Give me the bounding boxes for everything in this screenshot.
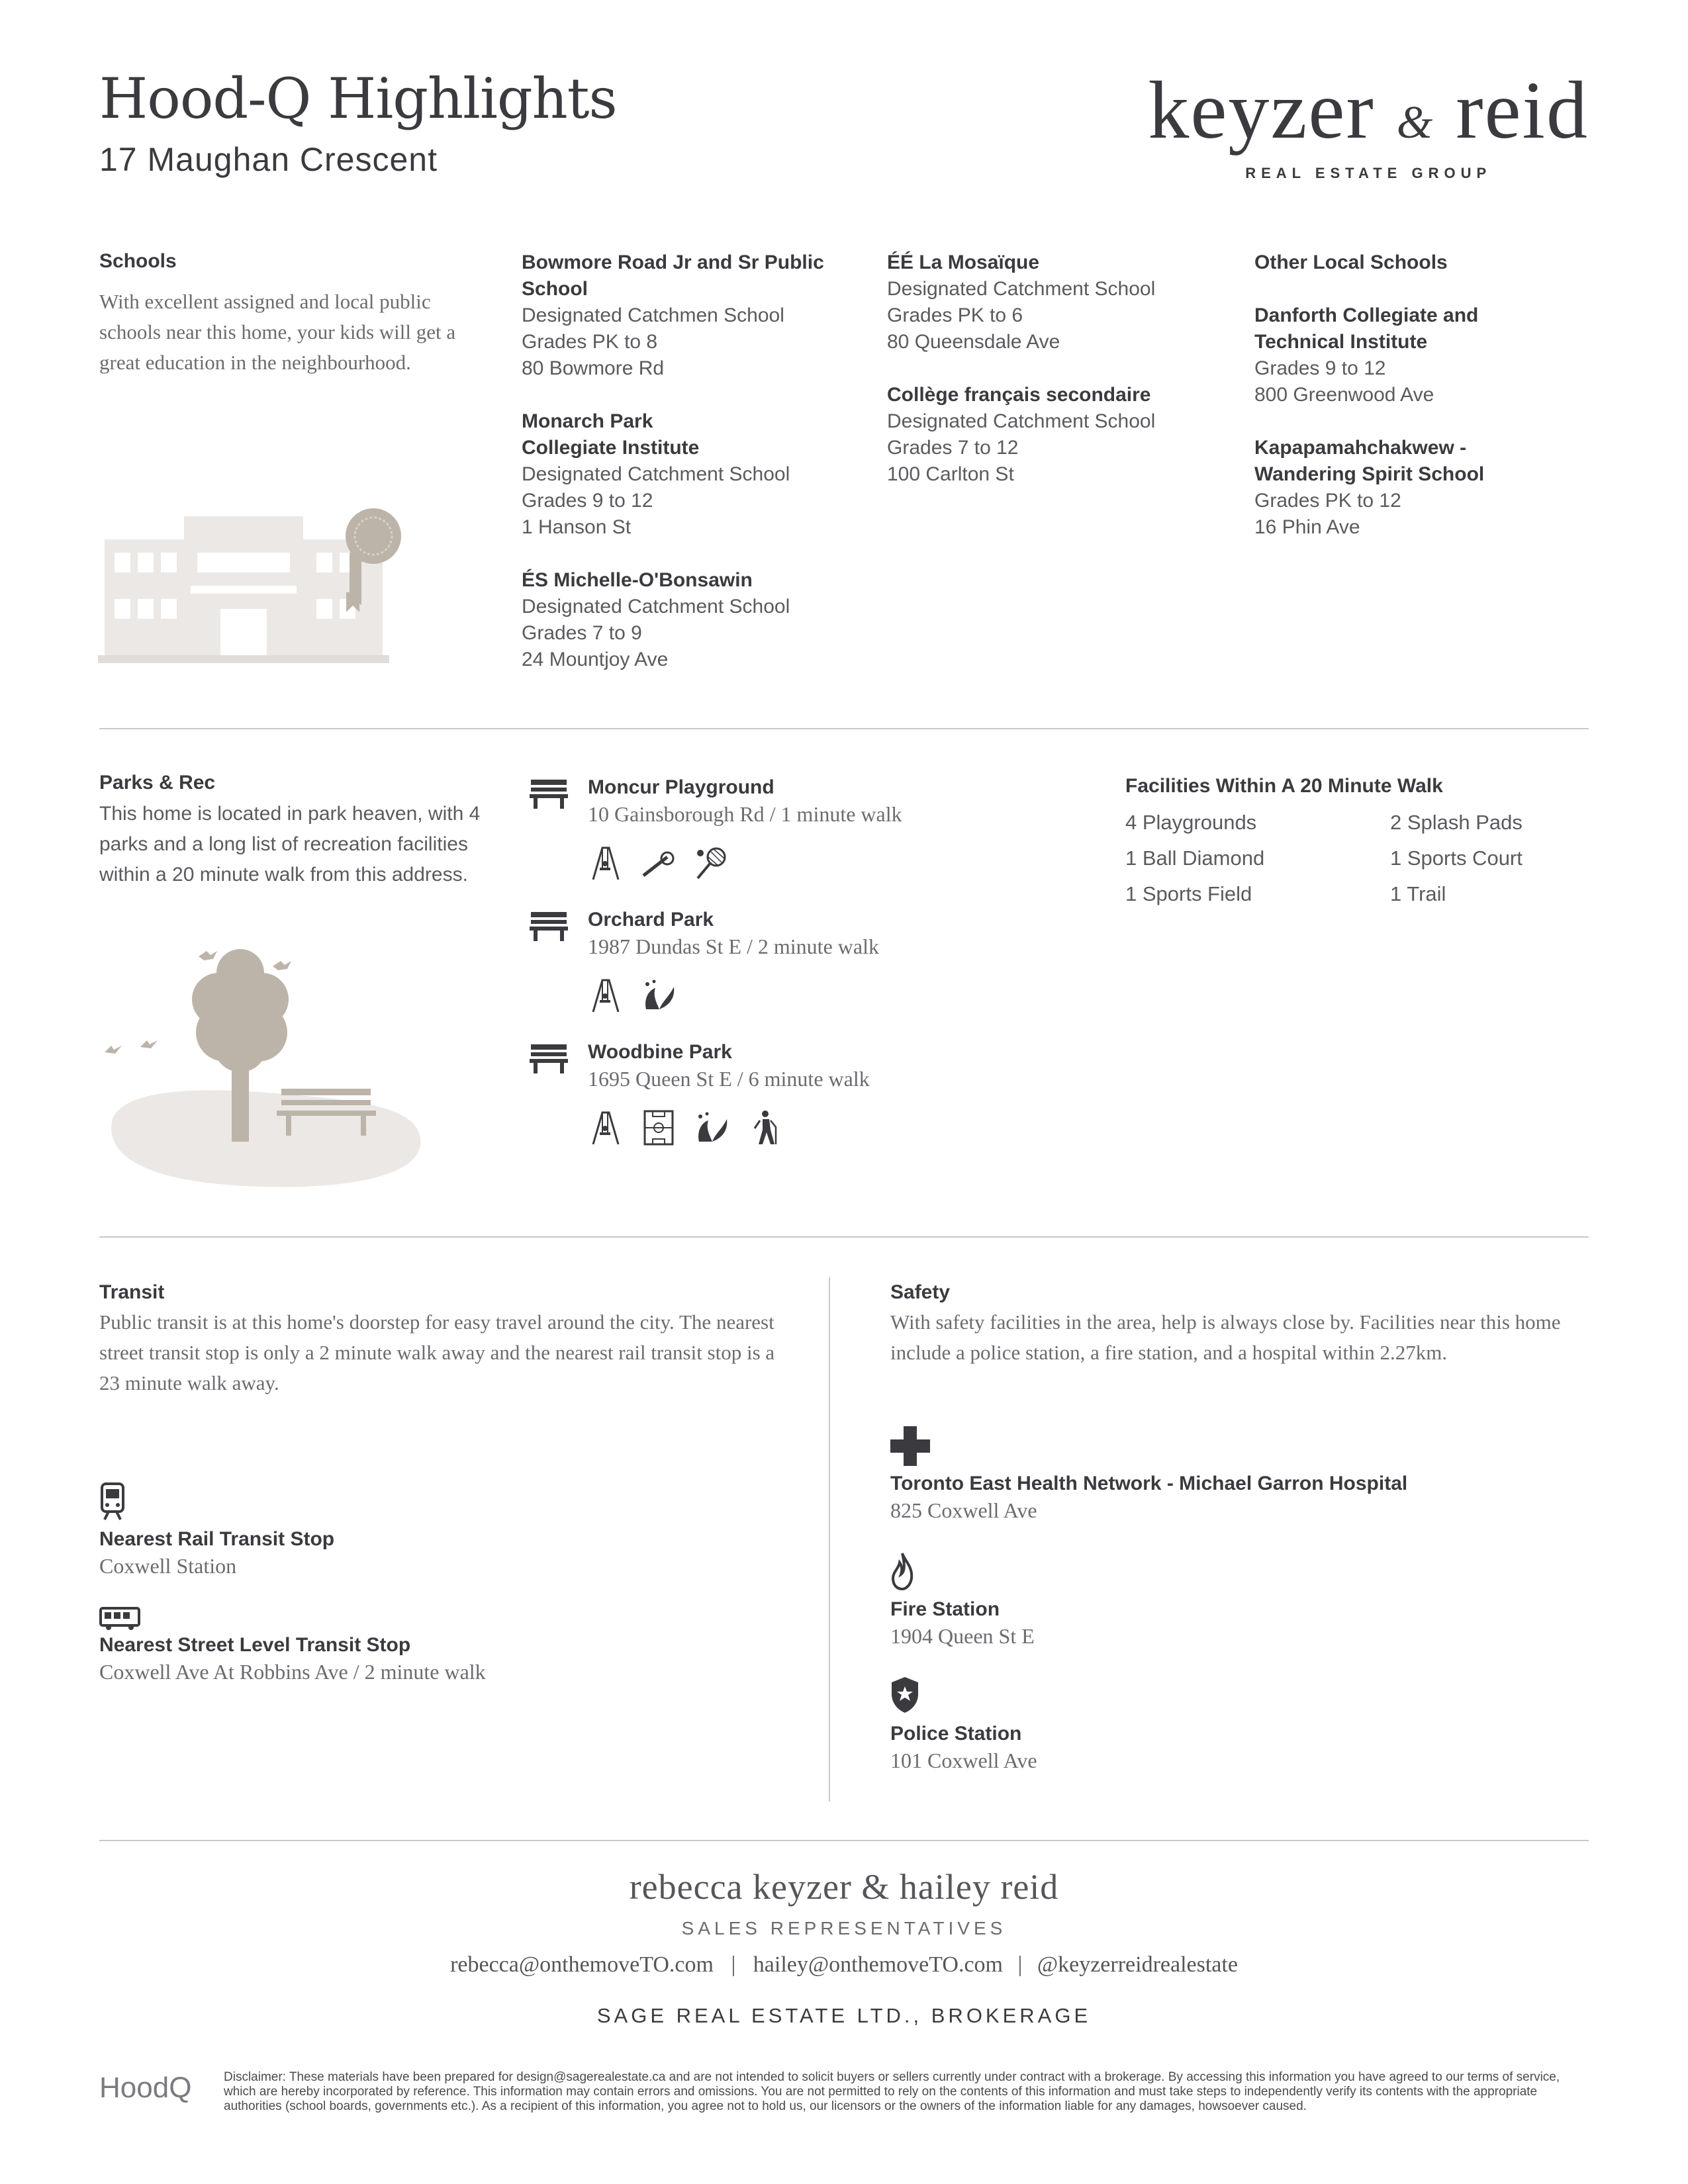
- police-badge-icon: [890, 1676, 919, 1714]
- school-type: Designated Catchment School: [887, 278, 1156, 300]
- rail-transit-stop: [99, 1526, 334, 1579]
- schools-heading: Schools: [99, 250, 177, 272]
- sports-field-icon: [641, 1110, 677, 1146]
- school-name: Kapapamahchakwew - Wandering Spirit School: [1254, 437, 1485, 485]
- safety-description: With safety facilities in the area, help is always close by. Facilities near this home include a police station, a fire station, and a hospital within 2.27km.: [890, 1310, 1561, 1364]
- school-entry: [522, 408, 866, 541]
- street-stop-label: Nearest Street Level Transit Stop: [99, 1634, 411, 1656]
- fire-station-name: Fire Station: [890, 1598, 1000, 1620]
- hospital-entry: [890, 1471, 1407, 1524]
- rail-stop-label: Nearest Rail Transit Stop: [99, 1528, 335, 1550]
- hoodq-logo: HoodQ: [99, 2071, 192, 2104]
- school-address: 24 Mountjoy Ave: [522, 649, 669, 670]
- park-detail: 1695 Queen St E / 6 minute walk: [588, 1067, 870, 1091]
- hospital-cross-icon: [890, 1426, 930, 1466]
- school-grades: Grades PK to 12: [1254, 490, 1401, 512]
- park-tree-illustration: [99, 946, 430, 1198]
- section-divider: [99, 1840, 1589, 1841]
- disclaimer-text: Disclaimer: These materials have been prepared for design@sagerealestate.ca and are not intended to solicit buyers or sellers currently under contract with a brokerage. By accessing this information you have agreed to our terms of service, which are hereby incorporated by reference. This information may contain errors and omissions. You are not permitted to rely on the contents of this information and must take steps to independently verify its contents with the appropriate authorities (school boards, governments etc.). As a recipient of this information, you agree not to hold us, our licensors or the owners of the information liable for any damages, howsoever caused.: [224, 2070, 1560, 2113]
- email-hailey-link[interactable]: hailey@onthemoveTO.com: [753, 1952, 1003, 1977]
- park-name: Moncur Playground: [588, 776, 774, 798]
- park-item-orchard: [530, 907, 879, 1015]
- police-station-address: 101 Coxwell Ave: [890, 1749, 1037, 1772]
- playground-swing-icon: [588, 1110, 624, 1146]
- street-transit-stop: [99, 1632, 486, 1685]
- safety-section: [890, 1279, 1589, 1368]
- schools-description: With excellent assigned and local public schools near this home, your kids will get a great education in the neighbourhood.: [99, 290, 456, 374]
- fire-flame-icon: [890, 1552, 914, 1590]
- agent-role: SALES REPRESENTATIVES: [681, 1918, 1007, 1938]
- contact-separator: |: [1017, 1952, 1023, 1977]
- school-type: Designated Catchment School: [887, 410, 1156, 432]
- schools-column-1: [522, 250, 866, 673]
- school-type: Designated Catchment School: [522, 596, 790, 617]
- school-grades: Grades PK to 6: [887, 304, 1023, 326]
- school-entry: [522, 567, 866, 673]
- logo-name-left: keyzer: [1148, 65, 1375, 156]
- fire-station-entry: [890, 1596, 1035, 1649]
- column-divider: [829, 1277, 830, 1801]
- baseball-icon: [641, 845, 677, 881]
- playground-swing-icon: [588, 845, 624, 881]
- schools-column-2: [887, 250, 1231, 488]
- school-building-illustration: [98, 500, 409, 665]
- other-schools-heading: Other Local Schools: [1254, 251, 1448, 273]
- school-grades: Grades 7 to 12: [887, 437, 1019, 459]
- school-entry: [887, 382, 1231, 488]
- bus-icon: [99, 1607, 140, 1631]
- school-entry: [887, 250, 1231, 355]
- facility-item: 4 Playgrounds: [1125, 811, 1257, 834]
- facility-item: 1 Sports Field: [1125, 882, 1252, 905]
- schools-intro: [99, 248, 470, 378]
- park-name: Orchard Park: [588, 909, 714, 931]
- school-entry: [522, 250, 866, 382]
- bench-icon: [530, 1043, 568, 1073]
- trail-hiker-icon: [747, 1110, 782, 1146]
- transit-description: Public transit is at this home's doorstep for easy travel around the city. The nearest street transit stop is only a 2 minute walk away and the nearest rail transit stop is a 23 minute walk away.: [99, 1310, 775, 1394]
- logo-name-right: reid: [1456, 65, 1589, 156]
- contact-line: [0, 1952, 1688, 1978]
- bench-icon: [530, 778, 568, 809]
- transit-heading: Transit: [99, 1281, 165, 1303]
- rail-stop-value: Coxwell Station: [99, 1554, 237, 1578]
- brokerage-name: SAGE REAL ESTATE LTD., BROKERAGE: [596, 2004, 1092, 2027]
- school-name: Danforth Collegiate and Technical Institute: [1254, 304, 1479, 353]
- school-address: 80 Bowmore Rd: [522, 357, 665, 379]
- school-grades: Grades PK to 8: [522, 331, 658, 353]
- social-handle-link[interactable]: @keyzerreidrealestate: [1037, 1952, 1238, 1977]
- facility-item: 1 Trail: [1390, 882, 1446, 905]
- police-station-entry: [890, 1721, 1037, 1774]
- hospital-address: 825 Coxwell Ave: [890, 1498, 1037, 1522]
- logo-ampersand: &: [1396, 97, 1434, 148]
- parks-description: This home is located in park heaven, with 4 parks and a long list of recreation facilities within a 20 minute walk from this address.: [99, 803, 481, 886]
- park-detail: 1987 Dundas St E / 2 minute walk: [588, 934, 879, 958]
- facilities-panel: [1125, 773, 1589, 908]
- facilities-heading: Facilities Within A 20 Minute Walk: [1125, 775, 1443, 797]
- school-grades: Grades 9 to 12: [1254, 357, 1386, 379]
- school-address: 16 Phin Ave: [1254, 516, 1360, 538]
- brand-logo: [1148, 65, 1589, 182]
- bench-icon: [530, 911, 568, 941]
- facility-item: 2 Splash Pads: [1390, 811, 1523, 834]
- contact-separator: |: [731, 1952, 736, 1977]
- park-item-woodbine: [530, 1039, 870, 1148]
- hospital-name: Toronto East Health Network - Michael Garron Hospital: [890, 1473, 1408, 1494]
- park-name: Woodbine Park: [588, 1041, 732, 1063]
- school-entry: [1254, 435, 1599, 541]
- email-rebecca-link[interactable]: rebecca@onthemoveTO.com: [450, 1952, 714, 1977]
- safety-heading: Safety: [890, 1281, 951, 1303]
- parks-heading: Parks & Rec: [99, 772, 216, 794]
- agent-names: rebecca keyzer & hailey reid: [629, 1867, 1059, 1907]
- school-grades: Grades 9 to 12: [522, 490, 653, 512]
- property-address: 17 Maughan Crescent: [99, 141, 438, 178]
- schools-column-3: [1254, 250, 1585, 541]
- park-detail: 10 Gainsborough Rd / 1 minute walk: [588, 802, 902, 826]
- facility-item: 1 Sports Court: [1390, 846, 1523, 870]
- street-stop-value: Coxwell Ave At Robbins Ave / 2 minute walk: [99, 1660, 486, 1684]
- school-type: Designated Catchment School: [522, 463, 790, 485]
- school-name: ÉÉ La Mosaïque: [887, 251, 1040, 273]
- school-address: 100 Carlton St: [887, 463, 1014, 485]
- fire-station-address: 1904 Queen St E: [890, 1624, 1035, 1648]
- school-address: 1 Hanson St: [522, 516, 632, 538]
- school-address: 80 Queensdale Ave: [887, 331, 1060, 353]
- section-divider: [99, 1236, 1589, 1238]
- school-name: Bowmore Road Jr and Sr Public School: [522, 251, 824, 300]
- splash-pad-icon: [641, 978, 677, 1013]
- section-divider: [99, 728, 1589, 729]
- school-name: Collège français secondaire: [887, 384, 1151, 406]
- logo-tagline: REAL ESTATE GROUP: [1245, 165, 1492, 181]
- park-item-moncur: [530, 774, 902, 883]
- school-name: ÉS Michelle-O'Bonsawin: [522, 569, 753, 591]
- train-icon: [99, 1481, 126, 1521]
- parks-intro: [99, 770, 483, 890]
- school-name: Monarch Park Collegiate Institute: [522, 410, 700, 459]
- school-address: 800 Greenwood Ave: [1254, 384, 1434, 406]
- transit-section: [99, 1279, 781, 1398]
- facility-item: 1 Ball Diamond: [1125, 846, 1265, 870]
- school-type: Designated Catchmen School: [522, 304, 784, 326]
- school-grades: Grades 7 to 9: [522, 622, 642, 644]
- page-title: Hood-Q Highlights: [99, 66, 617, 131]
- school-entry: [1254, 302, 1599, 408]
- police-station-name: Police Station: [890, 1723, 1022, 1745]
- tennis-icon: [694, 845, 729, 881]
- playground-swing-icon: [588, 978, 624, 1013]
- splash-pad-icon: [694, 1110, 729, 1146]
